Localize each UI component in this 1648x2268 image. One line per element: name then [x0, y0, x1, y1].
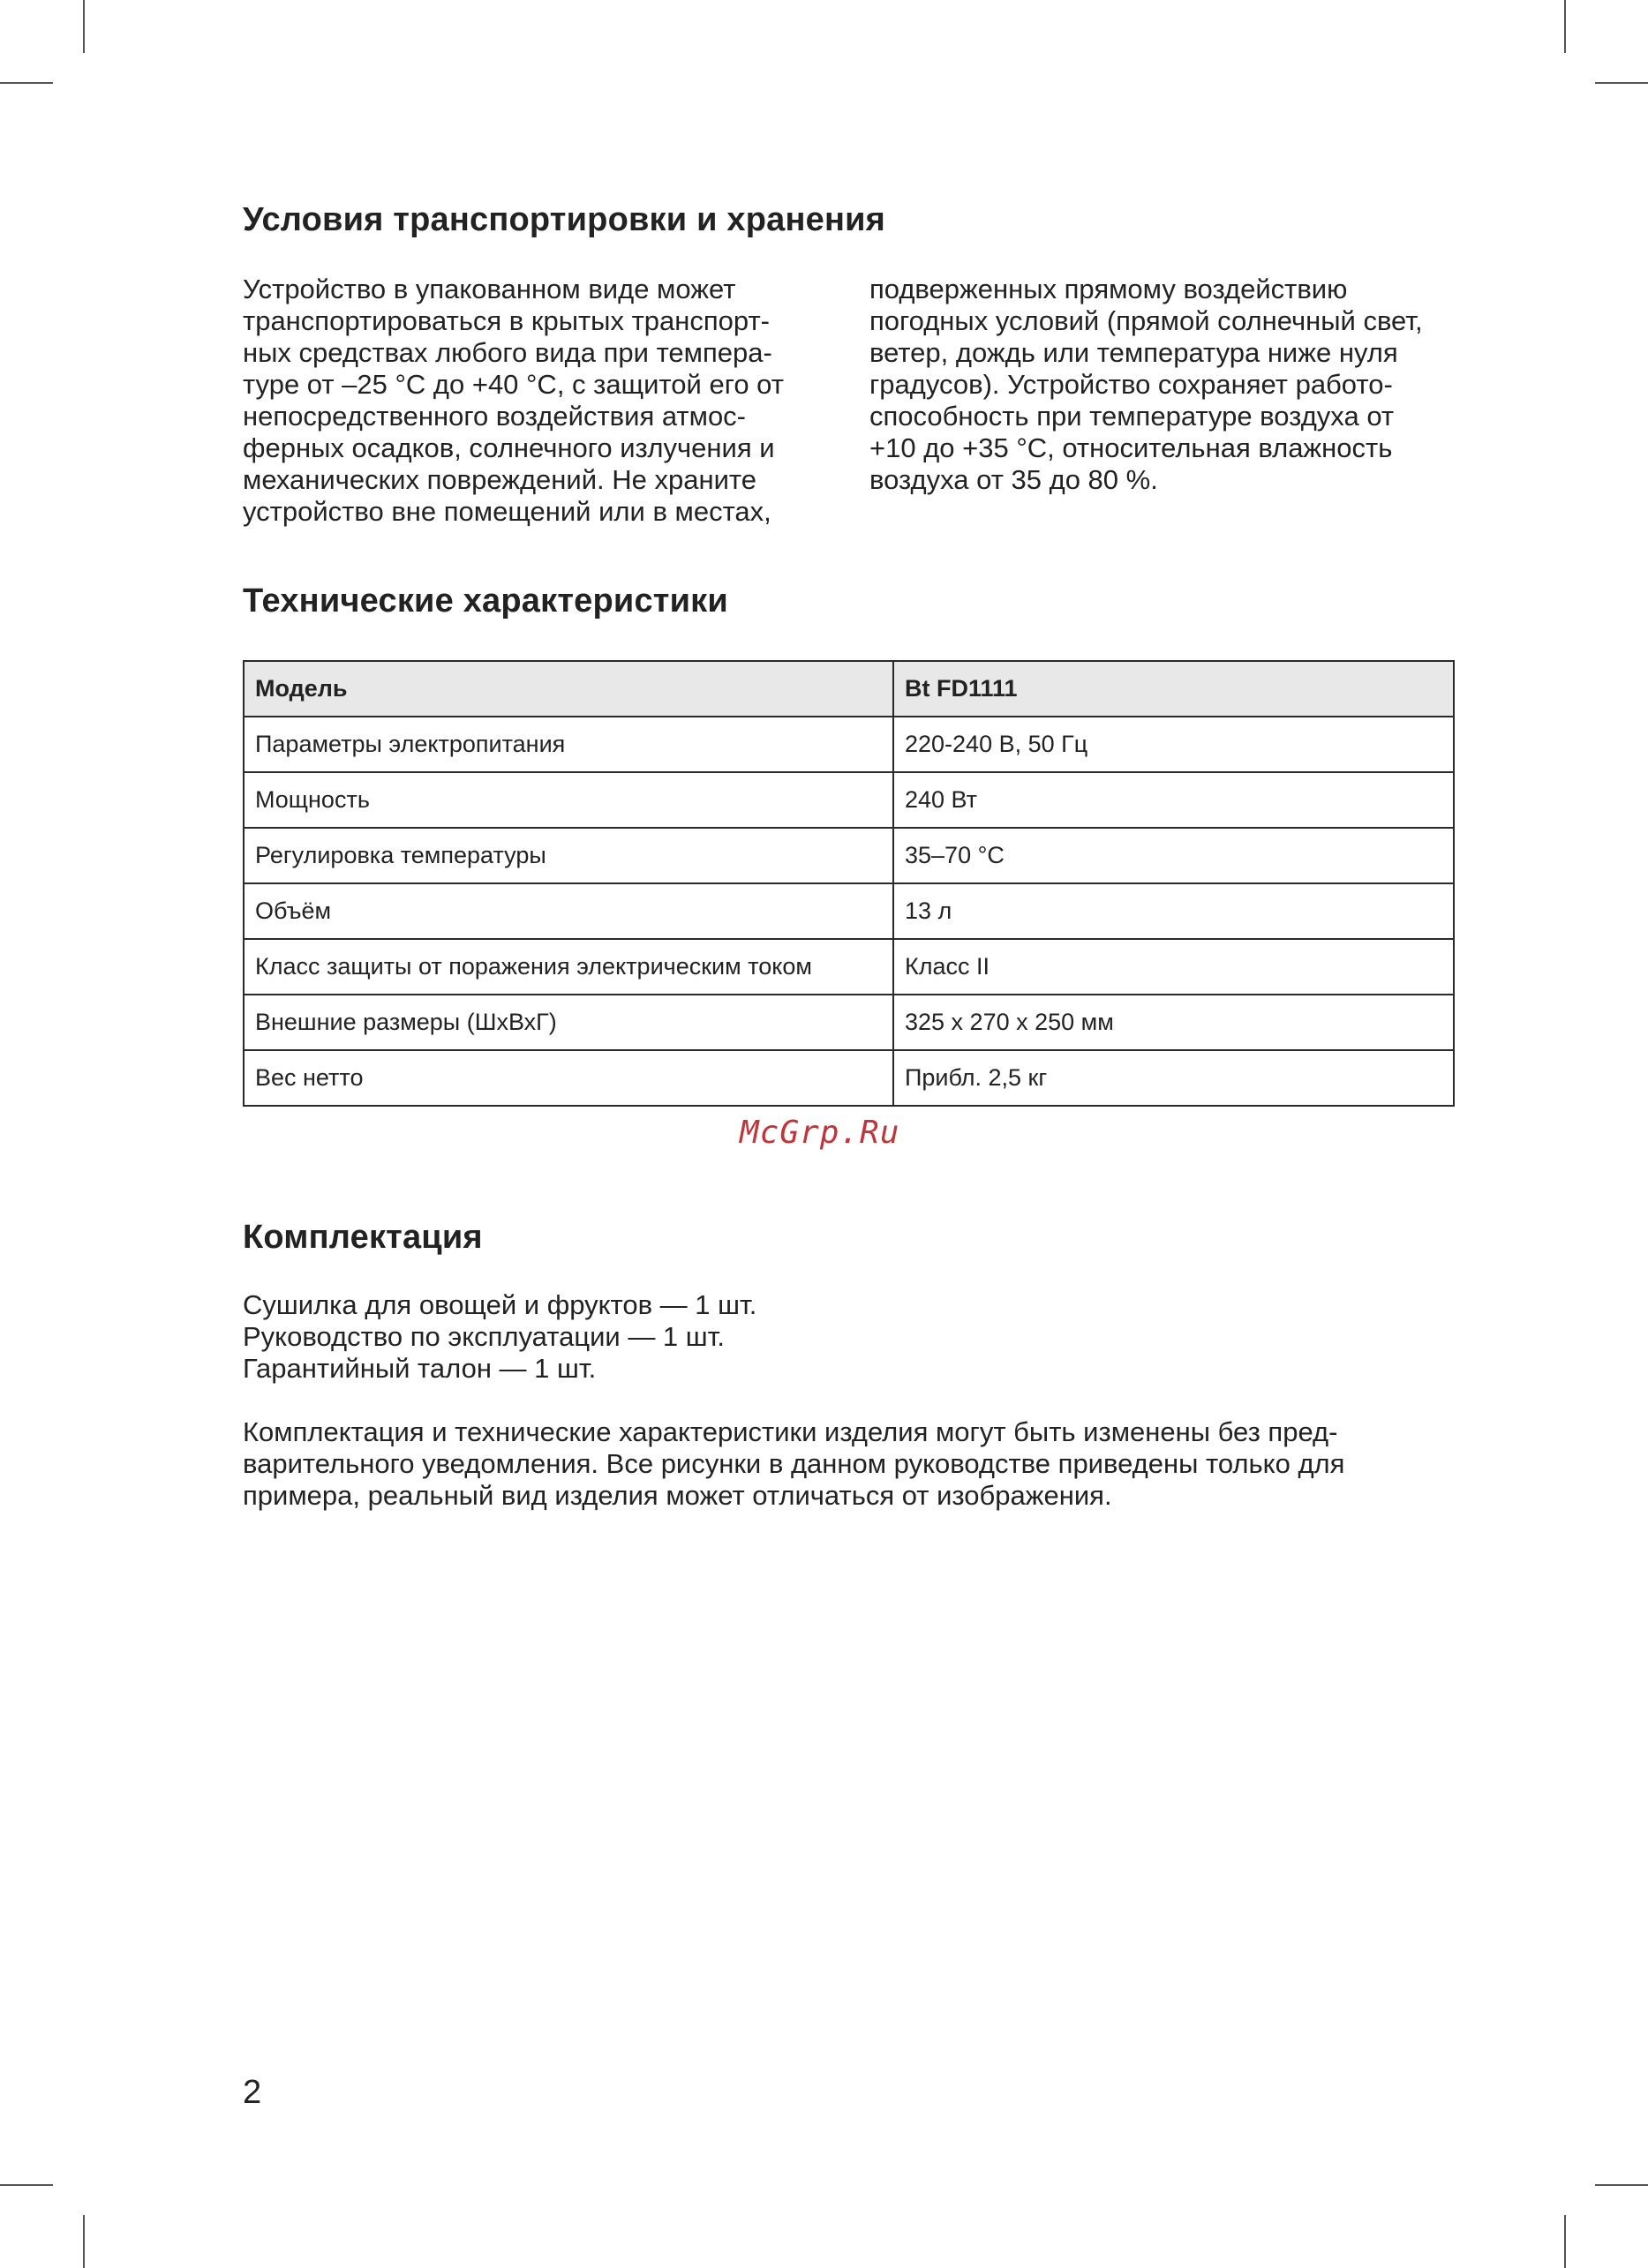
spec-label: Мощность — [244, 772, 893, 828]
spec-value: 220-240 В, 50 Гц — [893, 717, 1454, 772]
spec-value: 325 х 270 х 250 мм — [893, 995, 1454, 1050]
crop-mark — [0, 2184, 53, 2186]
text-line: транспортироваться в крытых транспорт- — [243, 305, 770, 336]
spec-value: 13 л — [893, 883, 1454, 939]
text-line: варительного уведомления. Все рисунки в данном руководстве приведены только для — [243, 1448, 1345, 1479]
text-line: подверженных прямому воздействию — [869, 274, 1348, 304]
crop-mark — [1595, 2184, 1648, 2186]
spec-value: Класс II — [893, 939, 1454, 995]
page-number: 2 — [243, 2074, 262, 2111]
text-line: туре от –25 °С до +40 °С, с защитой его от — [243, 369, 784, 400]
crop-mark — [0, 82, 53, 84]
text-line: механических повреждений. Не храните — [243, 464, 757, 495]
spec-label: Объём — [244, 883, 893, 939]
table-row — [244, 995, 1454, 1050]
spec-label: Внешние размеры (ШхВхГ) — [244, 995, 893, 1050]
text-line: способность при температуре воздуха от — [869, 401, 1395, 432]
table-row — [244, 883, 1454, 939]
transport-text-col1 — [243, 274, 816, 528]
transport-text-col2 — [869, 274, 1461, 496]
text-line: Комплектация и технические характеристики изделия могут быть изменены без пред- — [243, 1416, 1338, 1447]
crop-mark — [83, 2215, 85, 2268]
text-line: воздуха от 35 до 80 %. — [869, 464, 1158, 495]
text-line: Устройство в упакованном виде может — [243, 274, 736, 304]
list-item: Руководство по эксплуатации — 1 шт. — [243, 1321, 726, 1352]
table-row — [244, 717, 1454, 772]
text-line: ветер, дождь или температура ниже нуля — [869, 337, 1398, 368]
table-row — [244, 939, 1454, 995]
specs-table — [243, 660, 1455, 1107]
text-line: +10 до +35 °С, относительная влажность — [869, 432, 1393, 463]
watermark: McGrp.Ru — [740, 1115, 900, 1151]
crop-mark — [1564, 0, 1566, 53]
specs-heading: Технические характеристики — [243, 582, 728, 620]
specs-header-row — [244, 661, 1454, 717]
spec-value: 240 Вт — [893, 772, 1454, 828]
text-line: ных средствах любого вида при темпера- — [243, 337, 772, 368]
spec-label: Вес нетто — [244, 1050, 893, 1106]
table-row — [244, 772, 1454, 828]
crop-mark — [1595, 82, 1648, 84]
spec-label: Класс защиты от поражения электрическим током — [244, 939, 893, 995]
spec-label: Регулировка температуры — [244, 828, 893, 883]
contents-heading: Комплектация — [243, 1219, 483, 1256]
text-line: ферных осадков, солнечного излучения и — [243, 432, 775, 463]
text-line: примера, реальный вид изделия может отличаться от изображения. — [243, 1480, 1112, 1511]
contents-note — [243, 1416, 1470, 1512]
transport-heading: Условия транспортировки и хранения — [243, 201, 886, 238]
spec-label: Параметры электропитания — [244, 717, 893, 772]
spec-value: 35–70 °С — [893, 828, 1454, 883]
list-item: Сушилка для овощей и фруктов — 1 шт. — [243, 1289, 757, 1320]
text-line: непосредственного воздействия атмос- — [243, 401, 747, 432]
text-line: погодных условий (прямой солнечный свет, — [869, 305, 1423, 336]
text-line: устройство вне помещений или в местах, — [243, 496, 771, 527]
table-row — [244, 1050, 1454, 1106]
specs-header-label: Модель — [244, 661, 893, 717]
spec-value: Прибл. 2,5 кг — [893, 1050, 1454, 1106]
list-item: Гарантийный талон — 1 шт. — [243, 1353, 597, 1384]
contents-list — [243, 1289, 1461, 1385]
table-row — [244, 828, 1454, 883]
specs-header-model: Bt FD1111 — [893, 661, 1454, 717]
text-line: градусов). Устройство сохраняет работо- — [869, 369, 1393, 400]
crop-mark — [1564, 2215, 1566, 2268]
crop-mark — [83, 0, 85, 53]
